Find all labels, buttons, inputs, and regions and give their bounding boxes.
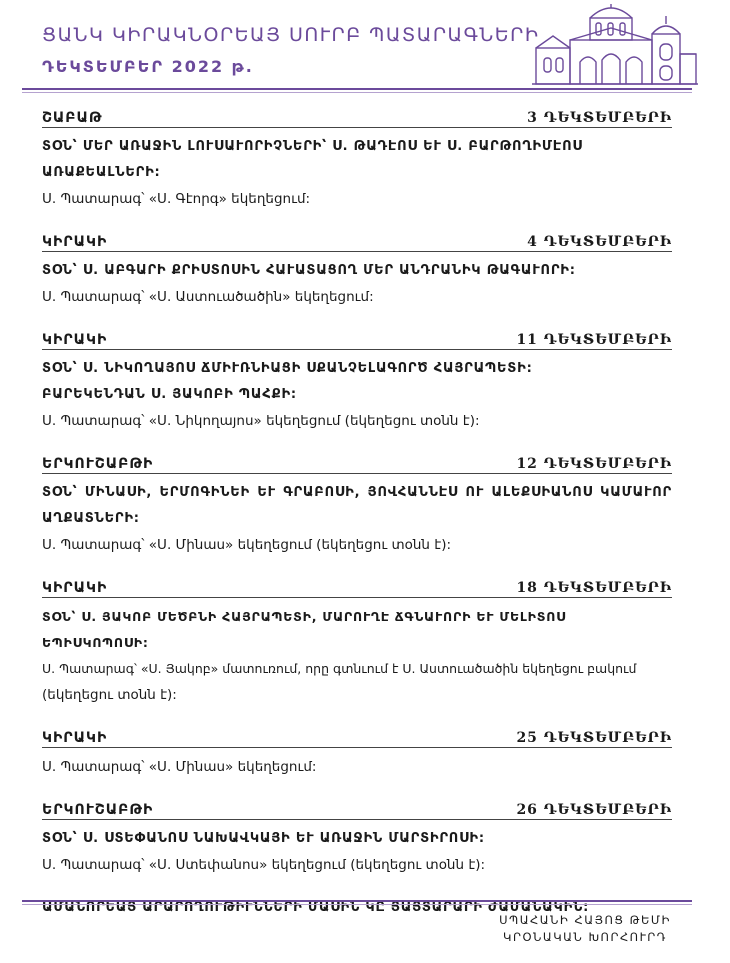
- entry-header: [42, 730, 672, 748]
- entry-header: [42, 110, 672, 128]
- signature-block: [470, 912, 700, 946]
- entry-header: [42, 802, 672, 820]
- service-line: Ս. Պատարագ՝ «Ս. Նիկողայոս» եկեղեցում (եկեղեցու տօնն է):: [42, 413, 480, 429]
- schedule-entry: [42, 332, 672, 434]
- entry-day: ԵՐԿՈՒՇԱԲԹԻ: [42, 802, 154, 818]
- entry-header: [42, 580, 672, 598]
- schedule-entry: [42, 234, 672, 310]
- entry-day: ԿԻՐԱԿԻ: [42, 332, 108, 348]
- entry-day: ԿԻՐԱԿԻ: [42, 234, 108, 250]
- page-header: [0, 0, 730, 90]
- service-line: Ս. Պատարագ՝ «Ս. Մինաս» եկեղեցում:: [42, 759, 317, 775]
- entry-day: ԿԻՐԱԿԻ: [42, 730, 108, 746]
- schedule-list: [42, 110, 672, 915]
- service-line-cont: (եկեղեցու տօնն է):: [42, 687, 177, 703]
- entry-date: 4 ԴԵԿՏԵՄԲԵՐԻ: [527, 234, 672, 250]
- feast-line: ՏՕՆ՝ Ս. ՆԻԿՈՂԱՅՈՍ ՃՄԻՒՌՆԻԱՑԻ ՍՔԱՆՉԵԼԱԳՈՐԾ ՀԱՅՐԱՊԵՏԻ:: [42, 361, 533, 376]
- entry-header: [42, 234, 672, 252]
- service-line: Ս. Պատարագ՝ «Ս. Յակոբ» մատուռում, որը գտնւում է Ս. Աստուածածին եկեղեցու բակում: [42, 661, 637, 676]
- feast-line: ՏՕՆ՝ Ս. ՍՏԵՓԱՆՈՍ ՆԱԽԱՎԿԱՅԻ ԵՒ ԱՌԱՋԻՆ ՄԱՐՏԻՐՈՍԻ:: [42, 831, 485, 846]
- entry-day: ԵՐԿՈՒՇԱԲԹԻ: [42, 456, 154, 472]
- feast-line: ԱՂՔԱՏՆԵՐԻ:: [42, 511, 140, 526]
- page-title: ՑԱՆԿ ԿԻՐԱԿՆՕՐԵԱՅ ՍՈՒՐԲ ՊԱՏԱՐԱԳՆԵՐԻ: [42, 24, 540, 46]
- entry-date: 18 ԴԵԿՏԵՄԲԵՐԻ: [516, 580, 672, 596]
- feast-line: ԲԱՐԵԿԵՆԴԱՆ Ս. ՅԱԿՈԲԻ ՊԱՀՔԻ:: [42, 387, 297, 402]
- top-divider: [22, 88, 692, 93]
- church-icon: [530, 4, 700, 86]
- schedule-entry: [42, 110, 672, 212]
- bottom-divider: [22, 900, 692, 905]
- entry-header: [42, 332, 672, 350]
- service-line: Ս. Պատարագ՝ «Ս. Մինաս» եկեղեցում (եկեղեցու տօնն է):: [42, 537, 452, 553]
- schedule-entry: [42, 730, 672, 780]
- page-subtitle: ԴԵԿՏԵՄԲԵՐ 2022 թ.: [42, 57, 254, 76]
- entry-day: ԿԻՐԱԿԻ: [42, 580, 108, 596]
- entry-date: 3 ԴԵԿՏԵՄԲԵՐԻ: [527, 110, 672, 126]
- feast-line: ՏՕՆ՝ ՄԻՆԱՍԻ, ԵՐՄՈԳԻՆԵԻ ԵՒ ԳՐԱԲՈՍԻ, ՅՈՎՀԱՆՆԷՍ ՈՒ ԱԼԵՔՍԻԱՆՈՍ ԿԱՄԱՒՈՐ: [42, 485, 672, 500]
- entry-header: [42, 456, 672, 474]
- service-line: Ս. Պատարագ՝ «Ս. Ստեփանոս» եկեղեցում (եկեղեցու տօնն է):: [42, 857, 486, 873]
- service-line: Ս. Պատարագ՝ «Ս. Աստուածածին» եկեղեցում:: [42, 289, 374, 305]
- closing-note: ԱՄԱՆՈՐԵԱՅ ԱՐԱՐՈՂՈՒԹԻՒՆՆԵՐԻ ՄԱՍԻՆ ԿԸ ՅԱՅՏԱՐԱՐԻ ԺԱՄԱՆԱԿԻՆ:: [42, 900, 590, 915]
- feast-line: ՏՕՆ՝ ՄԵՐ ԱՌԱՋԻՆ ԼՈՒՍԱՒՈՐԻՉՆԵՐԻ՝ Ս. ԹԱԴԷՈՍ ԵՒ Ս. ԲԱՐԹՈՂԻՄԷՈՍ ԱՌԱՔԵԱԼՆԵՐԻ:: [42, 139, 583, 180]
- schedule-entry: [42, 580, 672, 708]
- schedule-entry: [42, 802, 672, 878]
- entry-date: 25 ԴԵԿՏԵՄԲԵՐԻ: [516, 730, 672, 746]
- entry-date: 26 ԴԵԿՏԵՄԲԵՐԻ: [516, 802, 672, 818]
- service-line: Ս. Պատարագ՝ «Ս. Գէորգ» եկեղեցում:: [42, 191, 311, 207]
- signature-line-1: ՍՊԱՀԱՆԻ ՀԱՅՈՑ ԹԵՄԻ: [499, 913, 671, 927]
- signature-line-2: ԿՐՕՆԱԿԱՆ ԽՈՐՀՈՒՐԴ: [503, 930, 667, 944]
- entry-date: 11 ԴԵԿՏԵՄԲԵՐԻ: [516, 332, 672, 348]
- feast-line: ՏՕՆ՝ Ս. ԱԲԳԱՐԻ ՔՐԻՍՏՈՍԻՆ ՀԱՒԱՏԱՑՈՂ ՄԵՐ ԱՆԴՐԱՆԻԿ ԹԱԳԱՒՈՐԻ:: [42, 263, 576, 278]
- entry-day: ՇԱԲԱԹ: [42, 110, 103, 126]
- entry-date: 12 ԴԵԿՏԵՄԲԵՐԻ: [516, 456, 672, 472]
- schedule-entry: [42, 456, 672, 558]
- feast-line: ՏՕՆ՝ Ս. ՅԱԿՈԲ ՄԵԾԲՆԻ ՀԱՅՐԱՊԵՏԻ, ՄԱՐՈՒՂԷ ՃԳՆԱՒՈՐԻ ԵՒ ՄԵԼԻՏՈՍ ԵՊԻՍԿՈՊՈՍԻ:: [42, 609, 567, 650]
